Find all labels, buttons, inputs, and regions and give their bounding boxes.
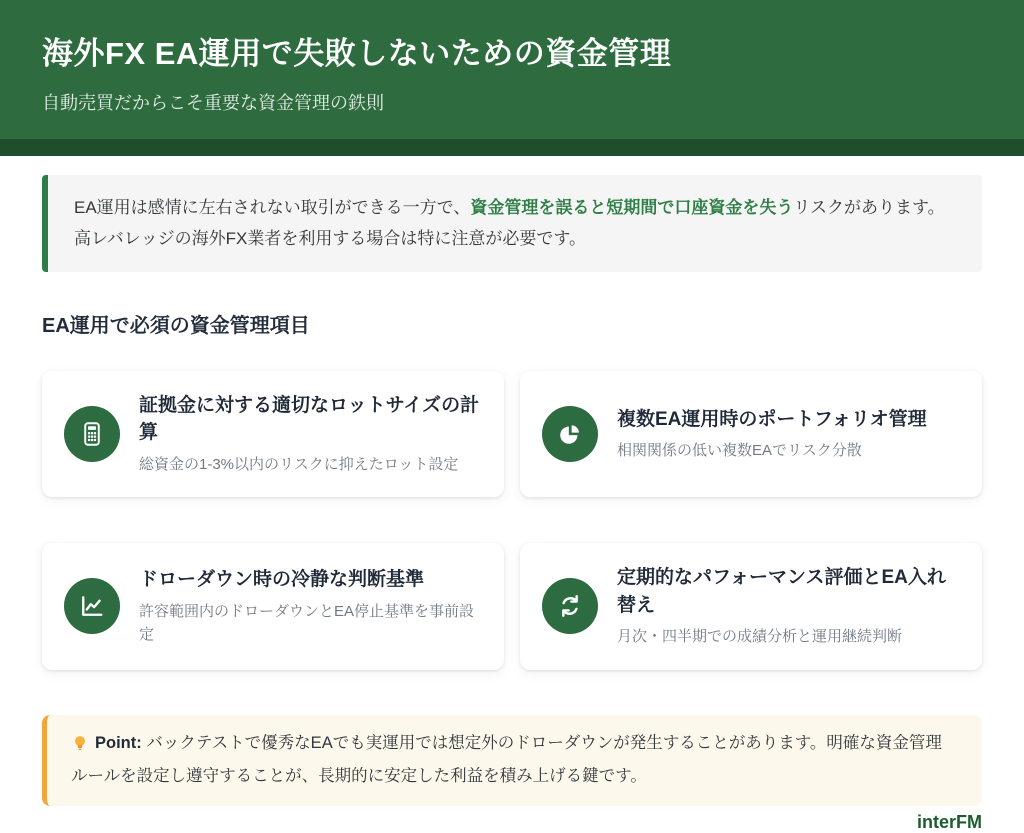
intro-callout	[42, 175, 982, 272]
lightbulb-icon	[71, 733, 89, 763]
point-callout	[42, 715, 982, 806]
card-title: 証拠金に対する適切なロットサイズの計算	[139, 394, 480, 444]
card-description: 月次・四半期での成績分析と運用継続判断	[617, 628, 903, 646]
card-grid	[42, 371, 982, 670]
page-title: 海外FX EA運用で失敗しないための資金管理	[42, 36, 672, 71]
card-body	[617, 406, 927, 463]
refresh-icon	[542, 578, 598, 634]
card-description: 許容範囲内のドローダウンとEA停止基準を事前設定	[139, 602, 475, 644]
point-text: バックテストで優秀なEAでも実運用では想定外のドローダウンが発生することがあります。明確な資金管理ルールを設定し遵守することが、長期的に安定した利益を積み上げる鍵です。	[71, 733, 942, 786]
point-label: Point:	[95, 733, 142, 752]
card-description: 総資金の1-3%以内のリスクに抑えたロット設定	[139, 455, 459, 473]
header-accent-strip	[0, 139, 1024, 156]
line-chart-icon	[64, 578, 120, 634]
pie-chart-icon	[542, 406, 598, 462]
section-heading: EA運用で必須の資金管理項目	[42, 314, 310, 337]
main-content	[0, 175, 1024, 806]
calculator-icon	[64, 406, 120, 462]
card-description: 相関関係の低い複数EAでリスク分散	[617, 442, 862, 460]
card-lot-size	[42, 371, 504, 497]
intro-text-highlight: 資金管理を誤ると短期間で口座資金を失う	[470, 198, 794, 217]
card-body	[617, 564, 960, 648]
page-subtitle: 自動売買だからこそ重要な資金管理の鉄則	[42, 93, 384, 113]
card-title: 複数EA運用時のポートフォリオ管理	[617, 408, 927, 430]
page-header	[0, 0, 1024, 139]
card-portfolio	[520, 371, 982, 497]
card-title: 定期的なパフォーマンス評価とEA入れ替え	[617, 567, 946, 616]
card-body	[139, 566, 482, 646]
card-title: ドローダウン時の冷静な判断基準	[139, 569, 425, 591]
brand-logo-text: interFM	[917, 811, 982, 832]
intro-text-after: リスクがあります。高レバレッジの海外FX業者を利用する場合は特に注意が必要です。	[74, 198, 945, 249]
card-review	[520, 543, 982, 669]
card-body	[139, 392, 482, 476]
intro-text-before: EA運用は感情に左右されない取引ができる一方で、	[74, 198, 471, 217]
card-drawdown	[42, 543, 504, 669]
